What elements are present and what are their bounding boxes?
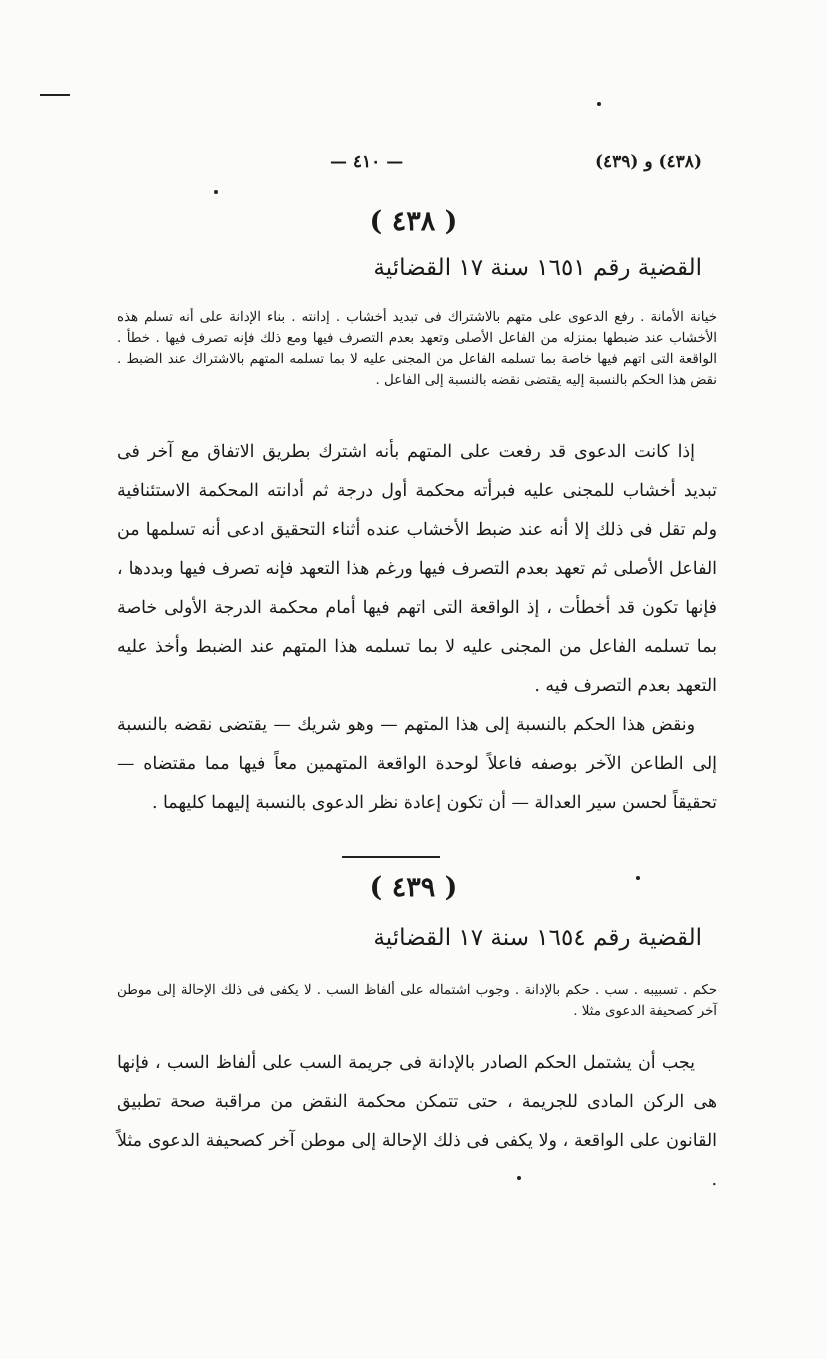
- body-paragraph: إذا كانت الدعوى قد رفعت على المتهم بأنه اشترك بطريق الاتفاق مع آخر فى تبديد أخشاب للمجنى عليه فبرأته محكمة أول درجة ثم أدانته المحكمة الاستئنافية ولم تقل فى ذلك إلا أنه عند ضبط الأخشاب عنده أثناء التحقيق ادعى أنه تسلمها من الفاعل الأصلى ثم تعهد بعدم التصرف فيها ورغم هذا التعهد فإنه تصرف فيها وبددها ، فإنها تكون قد أخطأت ، إذ الواقعة التى اتهم فيها أمام محكمة الدرجة الأولى خاصة بما تسلمه الفاعل من المجنى عليه لا بما تسلمه هذا المتهم عند الضبط وأخذ عليه التعهد بعدم التصرف فيه .: [117, 442, 717, 696]
- page-header: [330, 148, 702, 176]
- speck: [214, 190, 218, 194]
- case-number: ( ٤٣٩ ): [369, 872, 458, 903]
- scan-mark: [40, 94, 70, 96]
- running-title: (٤٣٨) و (٤٣٩): [594, 152, 702, 172]
- case-body: [117, 433, 717, 823]
- section-divider: [342, 856, 440, 858]
- page-number: — ٤١٠ —: [330, 152, 404, 172]
- case-title: القضية رقم ١٦٥٤ سنة ١٧ القضائية: [373, 925, 702, 951]
- body-paragraph: ونقض هذا الحكم بالنسبة إلى هذا المتهم — وهو شريك — يقتضى نقضه بالنسبة إلى الطاعن الآخر بوصفه فاعلاً لوحدة الواقعة المتهمين معاً فيها مما مقتضاه — تحقيقاً لحسن سير العدالة — أن تكون إعادة نظر الدعوى بالنسبة إليهما كليهما .: [117, 715, 717, 813]
- case-number: ( ٤٣٨ ): [369, 206, 458, 237]
- case-body: [117, 1044, 717, 1200]
- body-paragraph: يجب أن يشتمل الحكم الصادر بالإدانة فى جريمة السب على ألفاظ السب ، فإنها هى الركن المادى للجريمة ، حتى تتمكن محكمة النقض من مراقبة صحة تطبيق القانون على الواقعة ، ولا يكفى فى ذلك الإحالة إلى موطن آخر كصحيفة الدعوى مثلاً .: [117, 1053, 717, 1190]
- case-summary: خيانة الأمانة . رفع الدعوى على متهم بالاشتراك فى تبديد أخشاب . إدانته . بناء الإدانة على أنه تسلم هذه الأخشاب عند ضبطها بمنزله من الفاعل الأصلى وتعهد بعدم التصرف فيها ومع ذلك فإنه تصرف فيها . خطأ . الواقعة التى اتهم فيها خاصة بما تسلمه الفاعل من المجنى عليه لا بما تسلمه المتهم بالاشتراك عند الضبط . نقض هذا الحكم بالنسبة إليه يقتضى نقضه بالنسبة إلى الفاعل .: [117, 310, 717, 388]
- case-summary: حكم . تسبيبه . سب . حكم بالإدانة . وجوب اشتماله على ألفاظ السب . لا يكفى فى ذلك الإحالة إلى موطن آخر كصحيفة الدعوى مثلا .: [117, 983, 717, 1019]
- speck: [597, 102, 601, 106]
- case-title: القضية رقم ١٦٥١ سنة ١٧ القضائية: [373, 255, 702, 281]
